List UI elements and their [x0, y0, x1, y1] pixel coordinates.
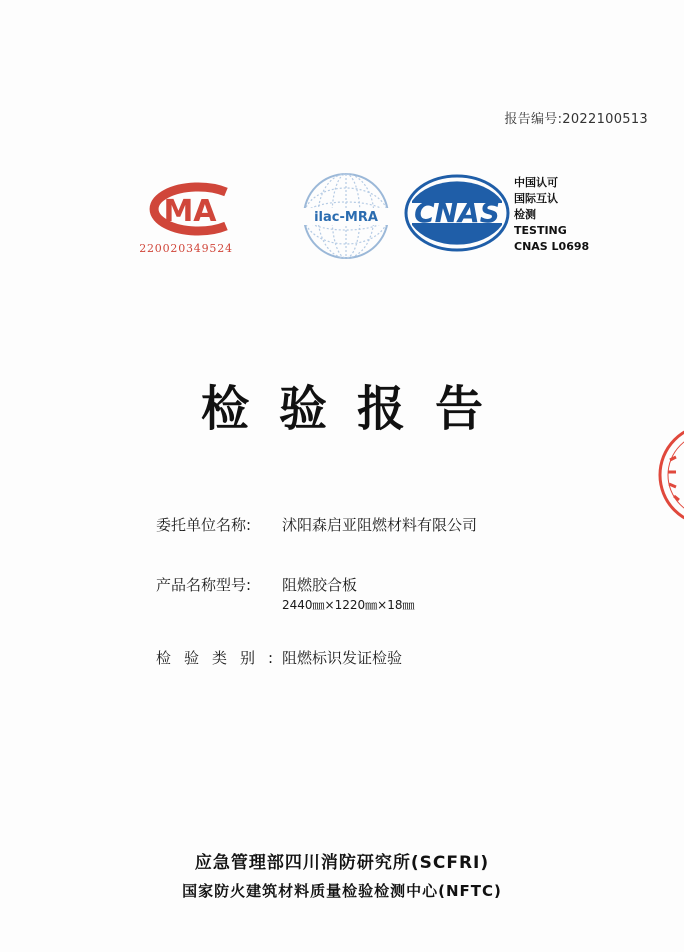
report-number — [504, 108, 648, 127]
ilac-globe-icon — [300, 170, 392, 262]
cnas-text: CNAS — [414, 196, 500, 229]
cnas-logo — [404, 173, 510, 253]
client-label: 委托单位名称: — [156, 516, 252, 534]
report-number-label: 报告编号: — [504, 112, 563, 127]
cnas-mark-icon — [404, 173, 510, 253]
page-title: 检验报告 — [200, 381, 513, 437]
organization-line-2: 国家防火建筑材料质量检验检测中心(NFTC) — [182, 882, 502, 900]
category-value: 阻燃标识发证检验 — [282, 649, 403, 667]
cnas-caption-line: 国际互认 — [514, 192, 558, 205]
organization-line-1: 应急管理部四川消防研究所(SCFRI) — [194, 853, 490, 873]
cma-mark-icon — [130, 178, 242, 240]
client-value: 沭阳森启亚阻燃材料有限公司 — [282, 516, 478, 534]
cma-text: MA — [163, 194, 217, 229]
client-field — [156, 514, 477, 535]
cnas-caption-line: 中国认可 — [514, 176, 558, 189]
seal-stamp-icon — [650, 420, 684, 530]
product-field — [156, 574, 414, 613]
product-value: 阻燃胶合板 — [282, 576, 358, 594]
cnas-caption-line: CNAS L0698 — [514, 240, 590, 253]
ilac-mra-logo — [300, 170, 392, 262]
cma-logo — [130, 178, 242, 255]
report-number-value: 2022100513 — [562, 112, 648, 127]
cnas-caption-line: 检测 — [514, 208, 536, 221]
product-label: 产品名称型号: — [156, 576, 252, 594]
product-spec: 2440㎜×1220㎜×18㎜ — [282, 598, 415, 612]
ilac-text: ilac-MRA — [314, 210, 378, 225]
category-field — [156, 647, 402, 668]
cma-number: 220020349524 — [139, 242, 233, 255]
category-label: 检验类别: — [156, 649, 287, 667]
cnas-caption-line: TESTING — [514, 224, 567, 237]
cnas-caption — [514, 175, 589, 255]
